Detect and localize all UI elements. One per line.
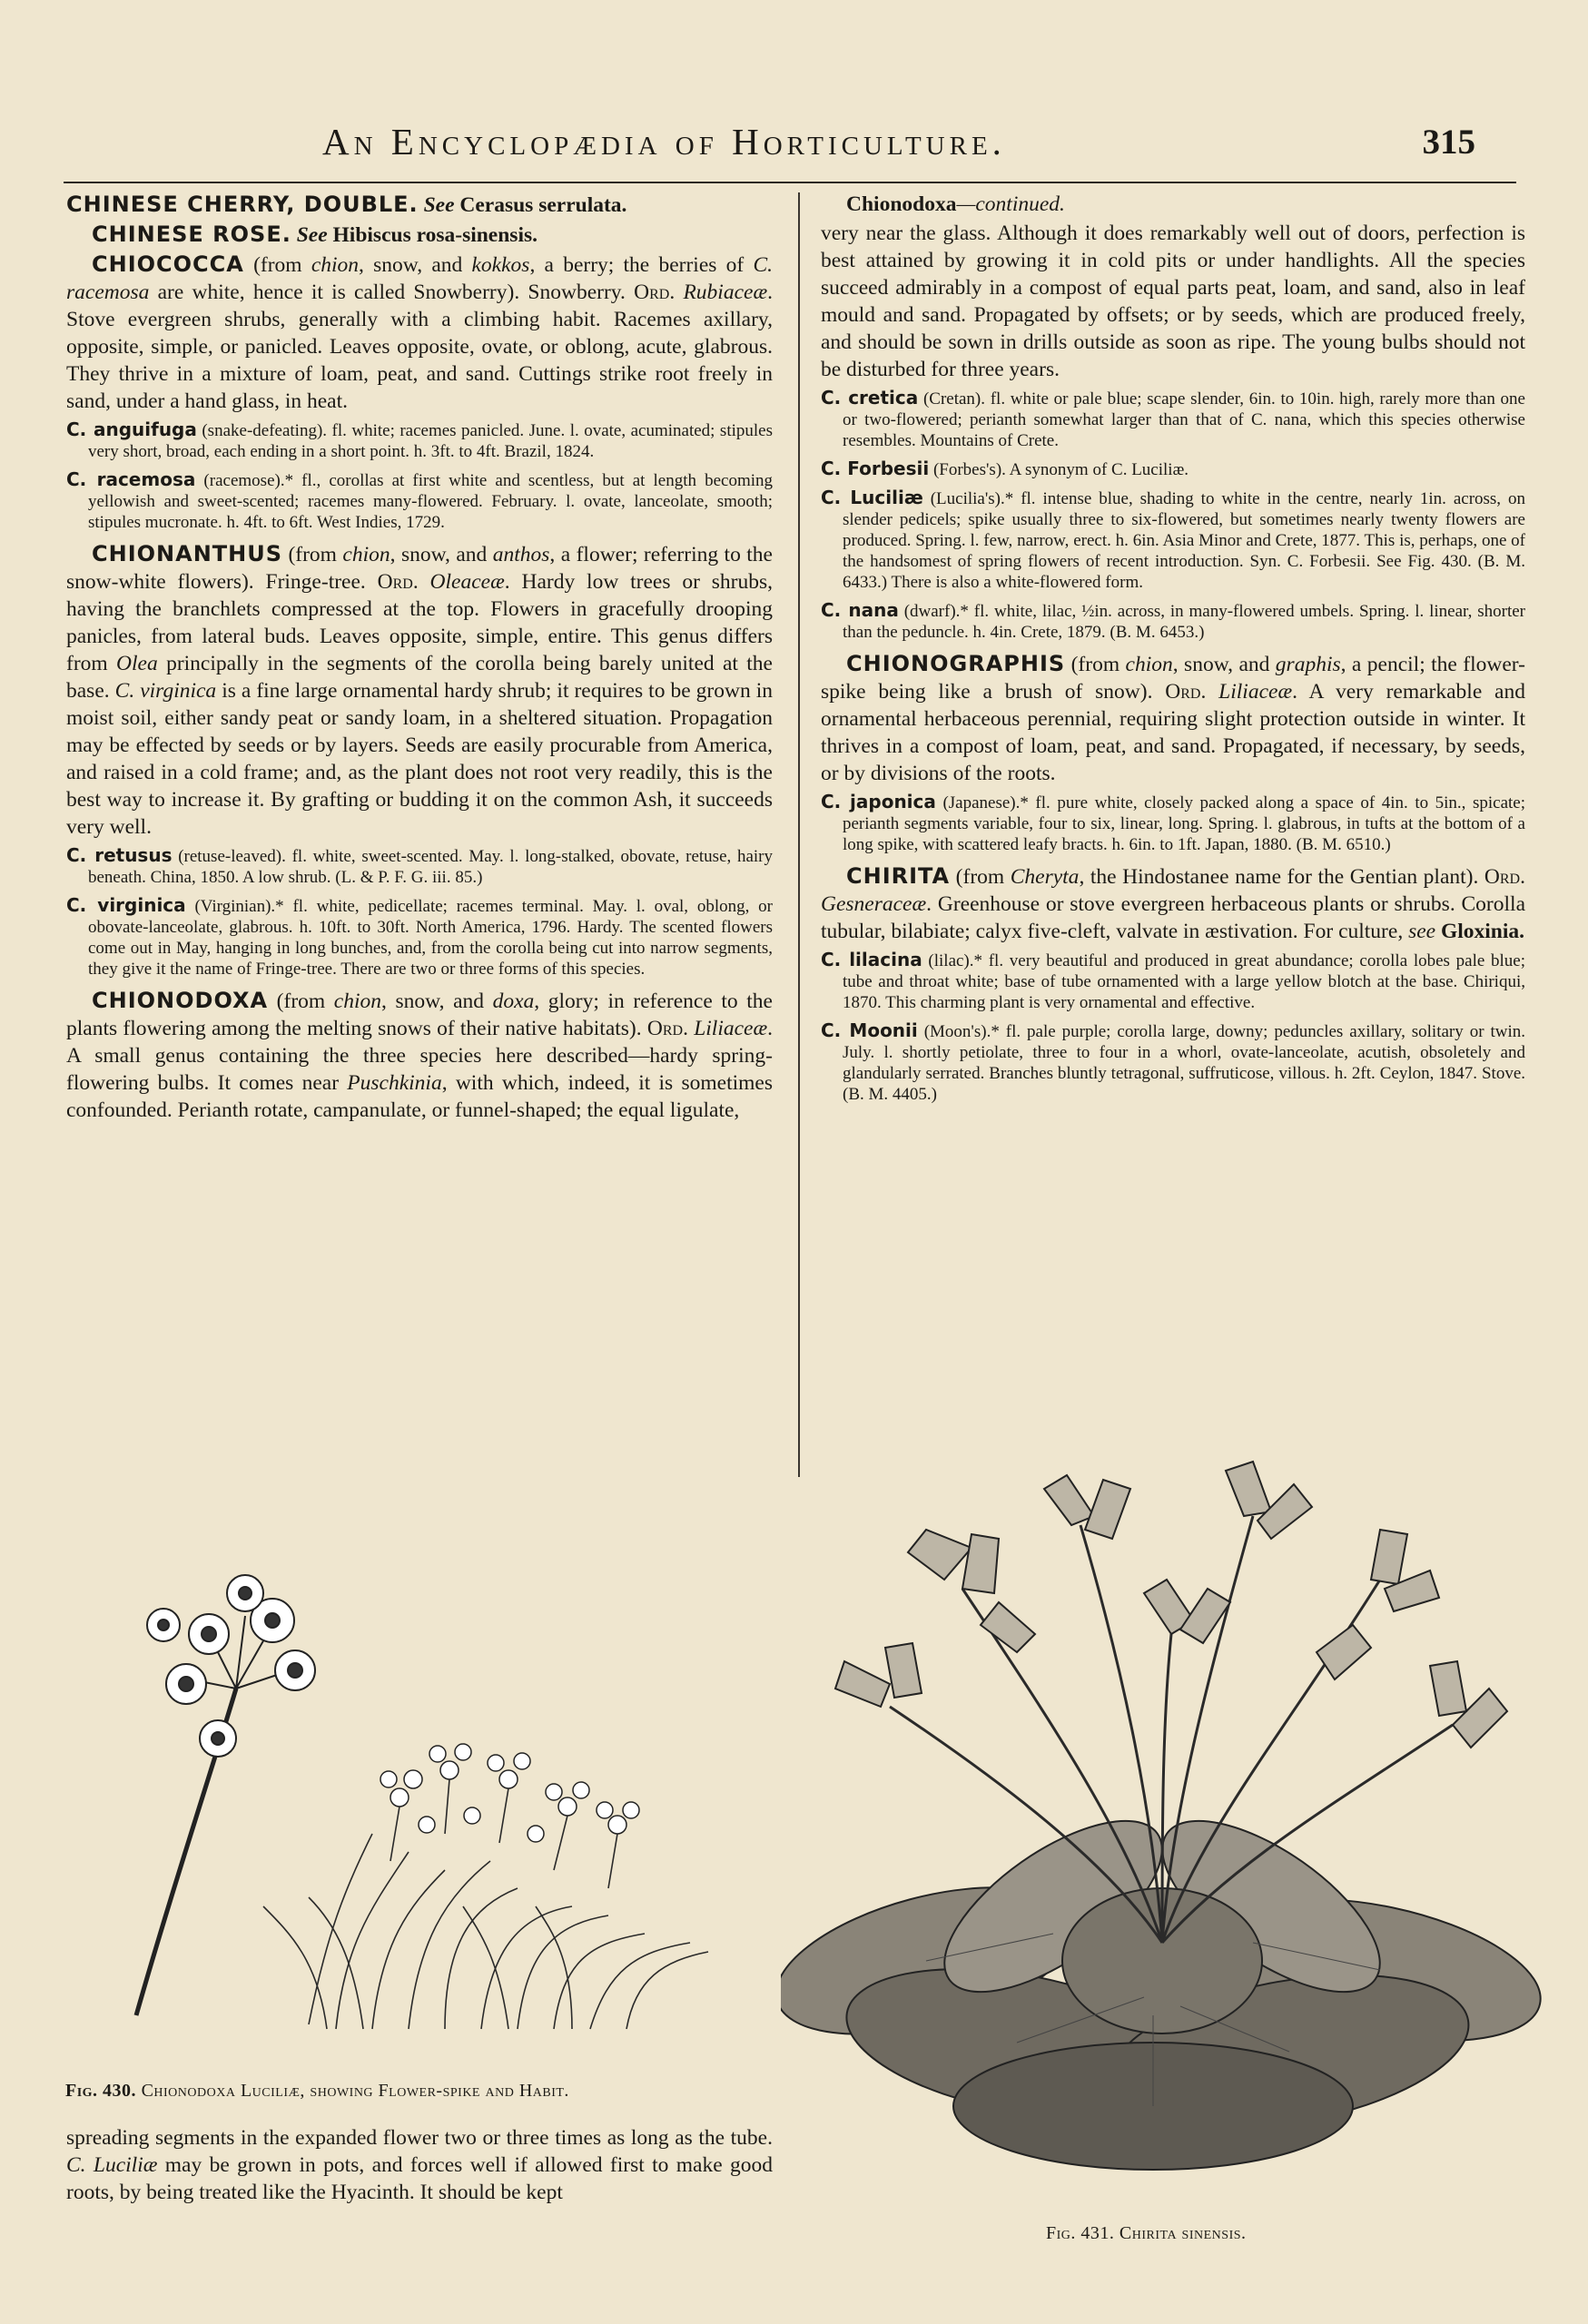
entry-chinese-rose: CHINESE ROSE. See Hibiscus rosa-sinensis. [92, 222, 538, 247]
species-anguifuga: C. anguifuga (snake-defeating). fl. white; racemes panicled. June. l. ovate, acuminated; stipules very short, broad, each ending in a short point. h. 3ft. to 4ft. Brazil, 1824. [66, 419, 773, 461]
column-divider [798, 192, 800, 1477]
species-nana: C. nana (dwarf).* fl. white, lilac, ½in. across, in many-flowered umbels. Spring. l. linear, shorter than the peduncle. h. 4in. Crete, 1879. (B. M. 6453.) [821, 599, 1525, 642]
left-column-bottom [66, 2124, 773, 2208]
species-racemosa: C. racemosa (racemose).* fl., corollas at first white and scentless, but at length becoming yellowish and sweet-scented; racemes many-flowered. February. l. ovate, lanceolate, smooth; stipules mucronate. h. 4ft. to 6ft. West Indies, 1729. [66, 468, 773, 532]
fig-431-caption: Fig. 431. Chirita sinensis. [1046, 2223, 1247, 2243]
page-header [64, 120, 1516, 183]
entry-chionanthus: CHIONANTHUS (from chion, snow, and anthos, a flower; referring to the snow-white flowers). Fringe-tree. Ord. Oleaceæ. Hardy low trees or shrubs, having the branchlets compressed at the top. Flowers in gracefully drooping panicles, from lateral buds. Leaves opposite, simple, entire. This genus differs from Olea principally in the segments of the corolla being barely united at the base. C. virginica is a fine large ornamental hardy shrub; it requires to be grown in moist soil, either sandy peat or sandy loam, in a sheltered situation. Propagation may be effected by seeds or by layers. Seeds are easily procurable from America, and raised in a cold frame; and, as the plant does not root very readily, this is the best way to increase it. By grafting or budding it on the common Ash, it succeeds very well. [66, 541, 773, 839]
entry-chinese-cherry: CHINESE CHERRY, DOUBLE. See Cerasus serrulata. [66, 192, 627, 217]
species-forbesii: C. Forbesii (Forbes's). A synonym of C. Luciliæ. [821, 458, 1189, 479]
fig-430-illustration [100, 1507, 754, 2070]
fig-431-illustration [781, 1452, 1553, 2197]
species-japonica: C. japonica (Japanese).* fl. pure white, closely packed along a space of 4in. to 5in., spicate; perianth segments variable, four to six, linear, long. Spring. l. glabrous, in tufts at the bottom of a long spike, with scattered leafy bracts. h. 6in. to 1ft. Japan, 1880. (B. M. 6510.) [821, 791, 1526, 854]
species-retusus: C. retusus (retuse-leaved). fl. white, sweet-scented. May. l. long-stalked, obovate, retuse, hairy beneath. China, 1850. A low shrub. (L. & P. F. G. iii. 85.) [66, 844, 774, 887]
chionodoxa-continued-text: spreading segments in the expanded flower two or three times as long as the tube. C. Luciliæ may be grown in pots, and forces well if allowed first to make good roots, by being treated like the Hyacinth. It should be kept [66, 2126, 773, 2204]
page-number: 315 [1422, 123, 1475, 162]
entry-chirita: CHIRITA (from Cheryta, the Hindostanee name for the Gentian plant). Ord. Gesneraceæ. Greenhouse or stove evergreen herbaceous plants or shrubs. Corolla tubular, bilabiate; calyx five-cleft, valvate in æstivation. For culture, see Gloxinia. [821, 863, 1525, 943]
fig-430-caption: Fig. 430. Chionodoxa Luciliæ, showing Flower-spike and Habit. [65, 2081, 569, 2101]
species-cretica: C. cretica (Cretan). fl. white or pale blue; scape slender, 6in. to 10in. high, rarely more than one or two-flowered; perianth somewhat larger than that of C. nana, which this species otherwise resembles. Mountains of Crete. [821, 387, 1525, 450]
left-column [66, 191, 773, 1126]
entry-chionographis: CHIONOGRAPHIS (from chion, snow, and graphis, a pencil; the flower-spike being like a brush of snow). Ord. Liliaceæ. A very remarkable and ornamental herbaceous perennial, requiring slight protection outside in winter. It thrives in a compost of loam, peat, and sand. Propagated, if necessary, by seeds, or by divisions of the roots. [821, 651, 1525, 785]
right-column [821, 191, 1525, 1112]
species-lilacina: C. lilacina (lilac).* fl. very beautiful and produced in great abundance; corolla lobes pale blue; tube and throat white; base of tube ornamented with a large yellow blotch at the base. Chiriqui, 1870. This charming plant is very ornamental and effective. [821, 949, 1525, 1012]
header-rule [64, 182, 1516, 183]
chionodoxa-continued-body: very near the glass. Although it does remarkably well out of doors, perfection is best attained by growing it in cold pits or under handlights. All the species succeed admirably in a compost of equal parts peat, loam, and sand, also in leaf mould and sand. Propagated by offsets; or by seeds, which are produced freely, and should be sown in drills outside as soon as ripe. The young bulbs should not be disturbed for three years. [821, 222, 1525, 381]
entry-chiococca: CHIOCOCCA (from chion, snow, and kokkos, a berry; the berries of C. racemosa are white, hence it is called Snowberry). Snowberry. Ord. Rubiaceæ. Stove evergreen shrubs, generally with a climbing habit. Racemes axillary, opposite, simple, or panicled. Leaves opposite, ovate, or oblong, acute, glabrous. They thrive in a mixture of loam, peat, and sand. Cuttings strike root freely in sand, under a hand glass, in heat. [66, 251, 773, 413]
running-title: An Encyclopædia of Horticulture. [322, 121, 1006, 162]
species-moonii: C. Moonii (Moon's).* fl. pale purple; corolla large, downy; peduncles axillary, solitary or twin. July. l. shortly petiolate, three to four in a whorl, ovate-lanceolate, acutish, obsoletely and glandularly serrated. Branches bluntly tetragonal, suffruticose, villous. h. 2ft. Ceylon, 1847. Stove. (B. M. 4405.) [821, 1019, 1525, 1104]
species-virginica: C. virginica (Virginian).* fl. white, pedicellate; racemes terminal. May. l. oval, oblong, or obovate-lanceolate, glabrous. h. 10ft. to 30ft. North America, 1796. Hardy. The scented flowers come out in May, hanging in long bunches, and, from the corolla being cut into narrow segments, they give it the name of Fringe-tree. There are two or three forms of this species. [66, 894, 773, 979]
chionodoxa-continued-heading: Chionodoxa—continued. [846, 192, 1065, 216]
species-luciliae: C. Luciliæ (Lucilia's).* fl. intense blue, shading to white in the centre, nearly 1in. across, on slender pedicels; spike usually three to six-flowered, but sometimes nearly twenty flowers are produced. Spring. l. few, narrow, erect. h. 6in. Asia Minor and Crete, 1877. This is, perhaps, one of the handsomest of spring flowers of recent introduction. Syn. C. Forbesii. See Fig. 430. (B. M. 6433.) There is also a white-flowered form. [821, 487, 1525, 592]
entry-chionodoxa: CHIONODOXA (from chion, snow, and doxa, glory; in reference to the plants flowering among the melting snows of their native habitats). Ord. Liliaceæ. A small genus containing the three species here described—hardy spring-flowering bulbs. It comes near Puschkinia, with which, indeed, it is sometimes confounded. Perianth rotate, campanulate, or funnel-shaped; the equal ligulate, [66, 988, 774, 1122]
